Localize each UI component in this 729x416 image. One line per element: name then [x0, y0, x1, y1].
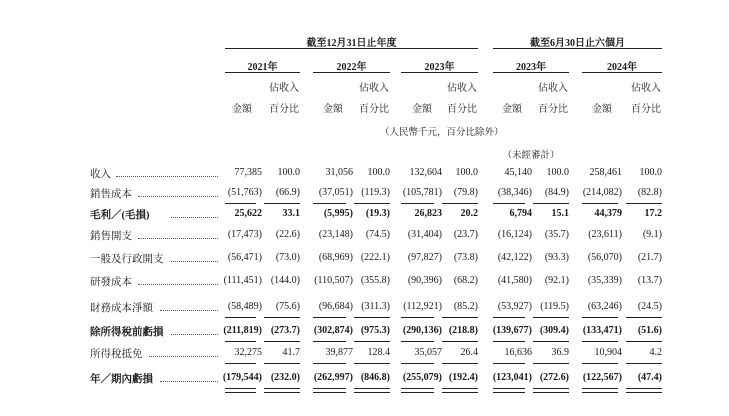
row-underline — [225, 388, 256, 393]
row-label: 一般及行政開支 — [90, 254, 164, 265]
row-value: 128.4 — [367, 347, 390, 358]
row-label: 所得稅抵免 — [90, 349, 143, 360]
column-header-pct: 百分比 — [359, 104, 389, 115]
row-underline — [582, 341, 618, 342]
column-header-pct: 百分比 — [631, 104, 661, 115]
row-value: (133,471) — [582, 325, 622, 336]
column-header-pct: 百分比 — [269, 104, 299, 115]
row-value: (17,473) — [227, 229, 262, 240]
row-value: (119.3) — [361, 187, 390, 198]
row-value: (42,122) — [497, 252, 532, 263]
row-value: (139,677) — [492, 325, 532, 336]
row-value: (73.8) — [453, 252, 478, 263]
row-underline — [225, 341, 256, 342]
row-value: 100.0 — [455, 167, 478, 178]
year-header: 2023年 — [516, 62, 546, 73]
row-value: (13.7) — [637, 275, 662, 286]
unaudited-note: （未經審計） — [502, 151, 560, 161]
row-value: 45,140 — [504, 167, 532, 178]
row-value: 26,823 — [414, 208, 442, 219]
row-value: (272.6) — [539, 372, 569, 383]
row-value: (51.6) — [637, 325, 662, 336]
column-header-amount: 金額 — [232, 104, 252, 115]
row-underline — [313, 203, 346, 204]
column-header-pct: 佔收入 — [538, 83, 568, 94]
row-label: 毛利／(毛損) — [90, 210, 150, 221]
year-header-rule — [225, 72, 300, 73]
row-underline — [313, 388, 346, 393]
row-value: (355.8) — [360, 275, 390, 286]
row-value: (24.5) — [637, 301, 662, 312]
row-value: (73.0) — [275, 252, 300, 263]
row-underline — [533, 317, 569, 318]
row-underline — [401, 203, 434, 204]
row-value: (9.1) — [642, 229, 662, 240]
row-value: (111,451) — [223, 275, 262, 286]
row-value: (211,819) — [223, 325, 262, 336]
row-value: (255,079) — [402, 372, 442, 383]
year-header: 2024年 — [607, 62, 637, 73]
column-header-pct: 佔收入 — [269, 83, 299, 94]
row-underline — [354, 363, 390, 364]
row-value: 32,275 — [234, 347, 262, 358]
row-value: (214,082) — [582, 187, 622, 198]
row-value: (58,489) — [227, 301, 262, 312]
row-underline — [264, 388, 300, 393]
row-value: (16,124) — [497, 229, 532, 240]
row-value: 100.0 — [546, 167, 569, 178]
row-value: (311.3) — [361, 301, 390, 312]
row-value: (84.9) — [544, 187, 569, 198]
row-value: (92.1) — [544, 275, 569, 286]
row-underline — [354, 317, 390, 318]
row-value: 31,056 — [325, 167, 353, 178]
row-underline — [442, 363, 478, 364]
row-value: (93.3) — [544, 252, 569, 263]
row-value: (302,874) — [313, 325, 353, 336]
row-value: 41.7 — [282, 347, 300, 358]
column-header-pct: 佔收入 — [447, 83, 477, 94]
row-underline — [626, 388, 662, 393]
row-value: 132,604 — [409, 167, 442, 178]
row-underline — [264, 203, 300, 204]
row-underline — [533, 341, 569, 342]
row-value: 17.2 — [644, 208, 662, 219]
row-underline — [225, 203, 256, 204]
row-value: (23,148) — [318, 229, 353, 240]
row-underline — [313, 363, 346, 364]
column-header-amount: 金額 — [412, 104, 432, 115]
row-label: 研發成本 — [90, 277, 132, 288]
row-underline — [442, 388, 478, 393]
row-value: 25,622 — [234, 208, 262, 219]
row-underline — [442, 317, 478, 318]
row-underline — [493, 203, 525, 204]
row-value: (123,041) — [492, 372, 532, 383]
row-label: 除所得稅前虧損 — [90, 327, 164, 338]
row-value: (35,339) — [587, 275, 622, 286]
column-header-amount: 金額 — [323, 104, 343, 115]
row-underline — [225, 317, 256, 318]
row-value: (19.3) — [365, 208, 390, 219]
row-value: 100.0 — [277, 167, 300, 178]
row-value: 10,904 — [594, 347, 622, 358]
row-value: (63,246) — [587, 301, 622, 312]
row-value: 15.1 — [551, 208, 569, 219]
row-underline — [401, 317, 434, 318]
row-value: (66.9) — [275, 187, 300, 198]
row-underline — [264, 317, 300, 318]
row-value: (97,827) — [407, 252, 442, 263]
row-value: (192.4) — [448, 372, 478, 383]
row-value: (35.7) — [544, 229, 569, 240]
row-value: 33.1 — [282, 208, 300, 219]
row-value: 16,636 — [504, 347, 532, 358]
row-label: 收入 — [90, 169, 111, 180]
row-underline — [582, 317, 618, 318]
row-value: (144.0) — [270, 275, 300, 286]
row-value: (56,471) — [227, 252, 262, 263]
row-value: (75.6) — [275, 301, 300, 312]
row-value: 4.2 — [649, 347, 662, 358]
year-header-rule — [493, 72, 569, 73]
row-value: (38,346) — [497, 187, 532, 198]
row-value: (41,580) — [497, 275, 532, 286]
row-label: 銷售成本 — [90, 189, 132, 200]
year-header: 2023年 — [424, 62, 455, 73]
row-value: (31,404) — [407, 229, 442, 240]
row-underline — [225, 363, 256, 364]
row-value: 39,877 — [325, 347, 353, 358]
row-value: 100.0 — [367, 167, 390, 178]
row-value: (262,997) — [313, 372, 353, 383]
row-label: 銷售開支 — [90, 231, 132, 242]
row-value: (122,567) — [582, 372, 622, 383]
year-header-rule — [401, 72, 478, 73]
row-value: (975.3) — [360, 325, 390, 336]
row-underline — [582, 388, 618, 393]
row-value: 35,057 — [414, 347, 442, 358]
row-value: (179,544) — [222, 372, 262, 383]
row-underline — [442, 203, 478, 204]
column-header-amount: 金額 — [502, 104, 522, 115]
row-underline — [533, 363, 569, 364]
header-group-rule — [493, 48, 662, 49]
row-underline — [493, 317, 525, 318]
row-underline — [264, 363, 300, 364]
row-value: (74.5) — [365, 229, 390, 240]
row-value: (309.4) — [539, 325, 569, 336]
row-underline — [354, 341, 390, 342]
row-value: 36.9 — [551, 347, 569, 358]
row-underline — [401, 363, 434, 364]
row-value: (51,763) — [227, 187, 262, 198]
row-underline — [354, 203, 390, 204]
row-underline — [493, 341, 525, 342]
row-underline — [264, 341, 300, 342]
column-header-pct: 百分比 — [538, 104, 568, 115]
row-value: (112,921) — [403, 301, 442, 312]
header-group-rule — [225, 48, 478, 49]
row-value: (82.8) — [637, 187, 662, 198]
row-value: (47.4) — [637, 372, 662, 383]
row-value: (273.7) — [270, 325, 300, 336]
row-value: 100.0 — [639, 167, 662, 178]
row-value: 77,385 — [234, 167, 262, 178]
row-underline — [354, 388, 390, 393]
row-value: (53,927) — [497, 301, 532, 312]
row-underline — [582, 203, 618, 204]
row-value: 258,461 — [589, 167, 622, 178]
row-value: (105,781) — [402, 187, 442, 198]
row-underline — [493, 363, 525, 364]
row-value: (22.6) — [275, 229, 300, 240]
row-value: (85.2) — [453, 301, 478, 312]
row-value: (56,070) — [587, 252, 622, 263]
row-value: 6,794 — [509, 208, 532, 219]
row-label: 財務成本淨額 — [90, 303, 153, 314]
row-value: (846.8) — [360, 372, 390, 383]
column-header-pct: 佔收入 — [359, 83, 389, 94]
row-value: (290,136) — [402, 325, 442, 336]
year-header-rule — [582, 72, 662, 73]
row-value: (37,051) — [318, 187, 353, 198]
row-value: 26.4 — [460, 347, 478, 358]
row-underline — [313, 317, 346, 318]
row-underline — [626, 363, 662, 364]
row-underline — [533, 203, 569, 204]
row-value: (68,969) — [318, 252, 353, 263]
row-value: (232.0) — [270, 372, 300, 383]
row-underline — [533, 388, 569, 393]
row-value: (79.8) — [453, 187, 478, 198]
unit-note: （人民幣千元，百分比除外） — [380, 128, 504, 138]
year-header-rule — [313, 72, 390, 73]
row-underline — [626, 341, 662, 342]
column-header-amount: 金額 — [592, 104, 612, 115]
row-underline — [442, 341, 478, 342]
row-value: 20.2 — [460, 208, 478, 219]
row-value: (119.5) — [540, 301, 569, 312]
column-header-pct: 佔收入 — [631, 83, 661, 94]
row-value: (218.8) — [448, 325, 478, 336]
row-value: (21.7) — [637, 252, 662, 263]
column-header-pct: 百分比 — [447, 104, 477, 115]
row-value: (222.1) — [360, 252, 390, 263]
year-header: 2021年 — [247, 62, 278, 73]
row-underline — [626, 317, 662, 318]
row-value: 44,379 — [594, 208, 622, 219]
row-underline — [582, 363, 618, 364]
row-underline — [401, 341, 434, 342]
row-underline — [401, 388, 434, 393]
row-underline — [313, 341, 346, 342]
row-value: (5,995) — [323, 208, 353, 219]
row-underline — [626, 203, 662, 204]
year-header: 2022年 — [336, 62, 367, 73]
row-value: (90,396) — [407, 275, 442, 286]
row-label: 年／期內虧損 — [90, 374, 153, 385]
row-underline — [493, 388, 525, 393]
row-value: (96,684) — [318, 301, 353, 312]
row-value: (68.2) — [453, 275, 478, 286]
row-value: (23,611) — [588, 229, 622, 240]
row-value: (23.7) — [453, 229, 478, 240]
row-value: (110,507) — [314, 275, 353, 286]
header-group-year-ended: 截至12月31日止年度 — [306, 38, 397, 49]
header-group-six-months: 截至6月30日止六個月 — [530, 38, 625, 49]
